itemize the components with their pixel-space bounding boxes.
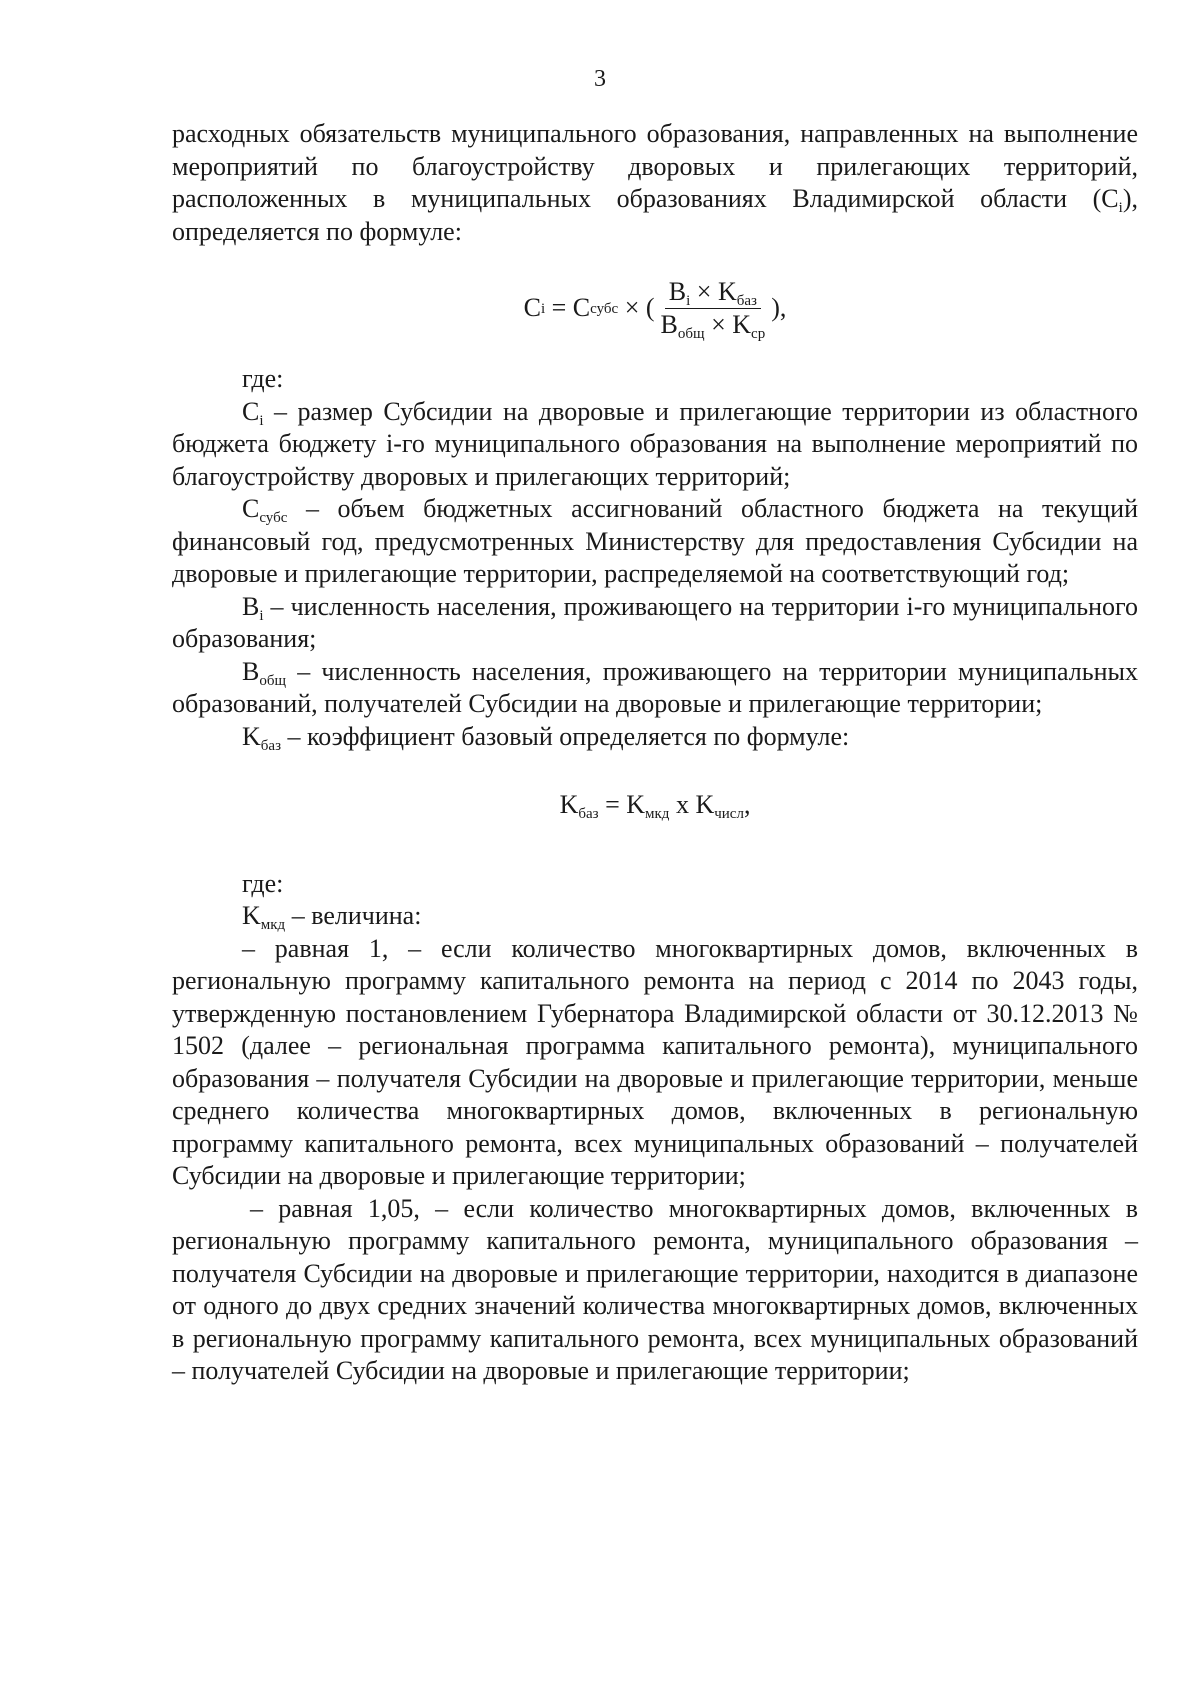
where-label-1: где: [242,364,284,393]
def-csubs-symbol: C [242,494,260,523]
num-a-sub: i [686,293,691,309]
def-bobsh-symbol: B [242,656,260,686]
formula-kbaz [172,789,1138,822]
definition-csubs [172,493,1138,591]
definition-bobsh [172,656,1138,721]
den-a-sub: общ [677,326,705,342]
num-b-sub: баз [736,293,757,309]
intro-end-text: ), определяется по формуле: [172,184,1138,246]
def-kmkd-text: – величина: [285,901,422,930]
formula-close: ), [771,293,787,323]
f2-end: , [743,790,751,819]
def-csubs-text: – объем бюджетных ассигнований областного бюджета на текущий финансовый год, предусмотренных Министерству для предоставления Субсидии на дворовые и прилегающие территории, распределяемой на соответствующий год; [172,494,1138,588]
den-b-sub: ср [751,326,766,342]
case-2-paragraph: – равная 1,05, – если количество многоквартирных домов, включенных в региональную программу капитального ремонта, муниципального образования – получателя Субсидии на дворовые и прилегающие территории, находится в диапазоне от одного до двух средних значений количества многоквартирных домов, включенных в региональную программу капитального ремонта, всех муниципальных образований – получателей Субсидии на дворовые и прилегающие территории; [172,1193,1138,1385]
def-ci-sub: i [259,412,264,429]
intro-text: расходных обязательств муниципального образования, направленных на выполнение мероприятий по благоустройству дворовых и прилегающих территорий, расположенных в муниципальных образованиях Владимирской области (C [172,119,1138,213]
case-1-paragraph: – равная 1, – если количество многоквартирных домов, включенных в региональную программу капитального ремонта на период с 2014 по 2043 годы, утвержденную постановлением Губернатора Владимирской области от 30.12.2013 № 1502 (далее – региональная программа капитального ремонта), муниципального образования – получателя Субсидии на дворовые и прилегающие территории, меньше среднего количества многоквартирных домов, включенных в региональную программу капитального ремонта, всех муниципальных образований – получателей Субсидии на дворовые и прилегающие территории; [172,933,1138,1190]
num-times: × K [690,277,737,306]
f2-eq: = K [598,790,646,819]
formula-lhs: C [523,293,541,323]
intro-subscript: i [1118,200,1123,216]
def-bobsh-text: – численность населения, проживающего на территории муниципальных образований, получателей Субсидии на дворовые и прилегающие территории; [172,656,1138,718]
def-kmkd-symbol: K [242,901,261,930]
formula-eq: = C [545,293,591,323]
definition-ci [172,396,1138,494]
def-csubs-sub: субс [259,510,288,526]
document-body [172,118,1138,1388]
def-kbaz-text: – коэффициент базовый определяется по формуле: [281,721,850,751]
fraction-denominator [657,309,770,342]
formula-fraction [657,277,770,342]
def-kbaz-sub: баз [260,737,281,754]
definition-kbaz [172,721,1138,754]
den-times: × K [704,310,752,339]
den-a: B [660,310,678,339]
formula-ci: C i = C субс × ( $\frac{B_i \times K_{баз}}{B_{общ} \times K_{ср}}$ ), [523,277,787,342]
def-kbaz-symbol: K [242,721,261,751]
def-ci-symbol: C [242,396,260,426]
f2-x: x K [669,790,715,819]
def-bi-text: – численность населения, проживающего на территории i-го муниципального образования; [172,591,1138,653]
def-bi-symbol: B [242,591,260,621]
def-ci-text: – размер Субсидии на дворовые и прилегающие территории из областного бюджета бюджету i-го муниципального образования на выполнение мероприятий по благоустройству дворовых и прилегающих территорий; [172,396,1138,491]
f2-b-sub: мкд [645,806,670,822]
f2-a: K [559,790,579,819]
definition-bi [172,591,1138,656]
f2-a-sub: баз [578,806,599,822]
where-label-2: где: [242,868,284,898]
page-number: 3 [594,66,606,92]
definition-kmkd [172,900,1138,933]
num-a: B [668,277,687,306]
formula-times: × ( [618,293,655,323]
intro-paragraph [172,118,1138,248]
def-bi-sub: i [259,607,264,624]
def-kmkd-sub: мкд [260,917,286,933]
def-bobsh-sub: общ [259,672,287,689]
fraction-numerator [665,278,761,309]
f2-c-sub: числ [714,806,744,822]
